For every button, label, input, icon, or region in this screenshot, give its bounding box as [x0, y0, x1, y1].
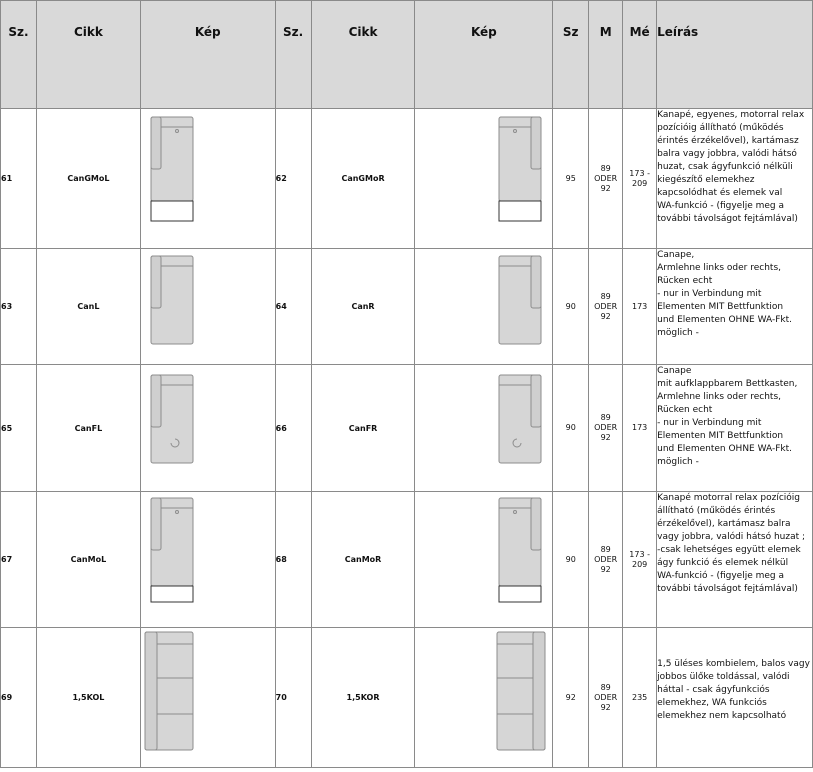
sofa-left-image: [147, 254, 197, 349]
product-image-cell: [140, 628, 275, 768]
header-cikk-2: Cikk: [311, 1, 415, 109]
height-value: 89 ODER 92: [589, 109, 623, 249]
article-code: CanFL: [36, 365, 140, 492]
row-number: 65: [1, 365, 37, 492]
header-height: M: [589, 1, 623, 109]
row-number: 69: [1, 628, 37, 768]
seat-depth: 90: [553, 249, 589, 365]
height-value: 89 ODER 92: [589, 249, 623, 365]
article-code: CanR: [311, 249, 415, 365]
article-code: CanMoL: [36, 492, 140, 628]
sofa-motor-right-image: [495, 496, 545, 606]
row-number: 61: [1, 109, 37, 249]
description: Kanapé motorral relax pozícióig állítható (működés érintés érzékelővel), kartámasz balra vagy jobbra, valódi hátsó huzat ; -csak lehetséges együtt elemek ágy funkció és elemek nélkül WA-funkció - (figyelje meg a további távolságot fejtámlával): [657, 492, 813, 628]
product-image-cell: [140, 109, 275, 249]
product-image-cell: [140, 365, 275, 492]
header-kep-2: Kép: [415, 1, 553, 109]
depth-value: 173: [623, 249, 657, 365]
row-number: 63: [1, 249, 37, 365]
row-number: 67: [1, 492, 37, 628]
row-number: 66: [275, 365, 311, 492]
depth-value: 235: [623, 628, 657, 768]
row-number: 70: [275, 628, 311, 768]
description: 1,5 üléses kombielem, balos vagy jobbos ülőke toldással, valódi háttal - csak ágyfunkciós elemekhez, WA funkciós elemekhez nem kapcsolható: [657, 628, 813, 768]
description: Kanapé, egyenes, motorral relax pozícióig állítható (működés érintés érzékelővel), kartámasz balra vagy jobbra, valódi hátsó huzat, csak ágyfunkció nélküli kiegészítő elemekhez kapcsolódhat és elemek val WA-funkció - (figyelje meg a további távolságot fejtámlával): [657, 109, 813, 249]
table-row: [1, 365, 813, 492]
depth-value: 173: [623, 365, 657, 492]
table-row: [1, 628, 813, 768]
sofa-right-image: [495, 254, 545, 349]
table-row: [1, 249, 813, 365]
seat-depth: 92: [553, 628, 589, 768]
header-kep: Kép: [140, 1, 275, 109]
article-code: 1,5KOR: [311, 628, 415, 768]
article-code: CanFR: [311, 365, 415, 492]
row-number: 68: [275, 492, 311, 628]
sofa-combi-right-image: [495, 630, 549, 754]
height-value: 89 ODER 92: [589, 492, 623, 628]
row-number: 64: [275, 249, 311, 365]
article-code: CanGMoR: [311, 109, 415, 249]
sofa-combi-left-image: [143, 630, 197, 754]
product-image-cell: [415, 492, 553, 628]
product-image-cell: [140, 249, 275, 365]
product-image-cell: [140, 492, 275, 628]
sofa-bedbox-right-image: [495, 373, 545, 468]
table-row: [1, 109, 813, 249]
sofa-motor-right-image: [495, 115, 545, 225]
header-seat-depth: Sz: [553, 1, 589, 109]
depth-value: 173 - 209: [623, 492, 657, 628]
header-depth: Mé: [623, 1, 657, 109]
description: Canape, Armlehne links oder rechts, Rücken echt - nur in Verbindung mit Elementen MIT Bettfunktion und Elementen OHNE WA-Fkt. möglich -: [657, 249, 813, 365]
product-image-cell: [415, 628, 553, 768]
product-image-cell: [415, 365, 553, 492]
header-description: Leírás: [657, 1, 813, 109]
product-image-cell: [415, 109, 553, 249]
article-code: CanGMoL: [36, 109, 140, 249]
article-code: 1,5KOL: [36, 628, 140, 768]
depth-value: 173 - 209: [623, 109, 657, 249]
seat-depth: 90: [553, 492, 589, 628]
sofa-motor-left-image: [147, 115, 197, 225]
header-sz-2: Sz.: [275, 1, 311, 109]
table-row: [1, 492, 813, 628]
sofa-bedbox-left-image: [147, 373, 197, 468]
header-cikk: Cikk: [36, 1, 140, 109]
height-value: 89 ODER 92: [589, 628, 623, 768]
article-code: CanL: [36, 249, 140, 365]
description: Canape mit aufklappbarem Bettkasten, Armlehne links oder rechts, Rücken echt - nur in Verbindung mit Elementen MIT Bettfunktion und Elementen OHNE WA-Fkt. möglich -: [657, 365, 813, 492]
height-value: 89 ODER 92: [589, 365, 623, 492]
seat-depth: 90: [553, 365, 589, 492]
seat-depth: 95: [553, 109, 589, 249]
row-number: 62: [275, 109, 311, 249]
sofa-motor-left-image: [147, 496, 197, 606]
product-image-cell: [415, 249, 553, 365]
header-row: [1, 1, 813, 109]
article-code: CanMoR: [311, 492, 415, 628]
header-sz: Sz.: [1, 1, 37, 109]
